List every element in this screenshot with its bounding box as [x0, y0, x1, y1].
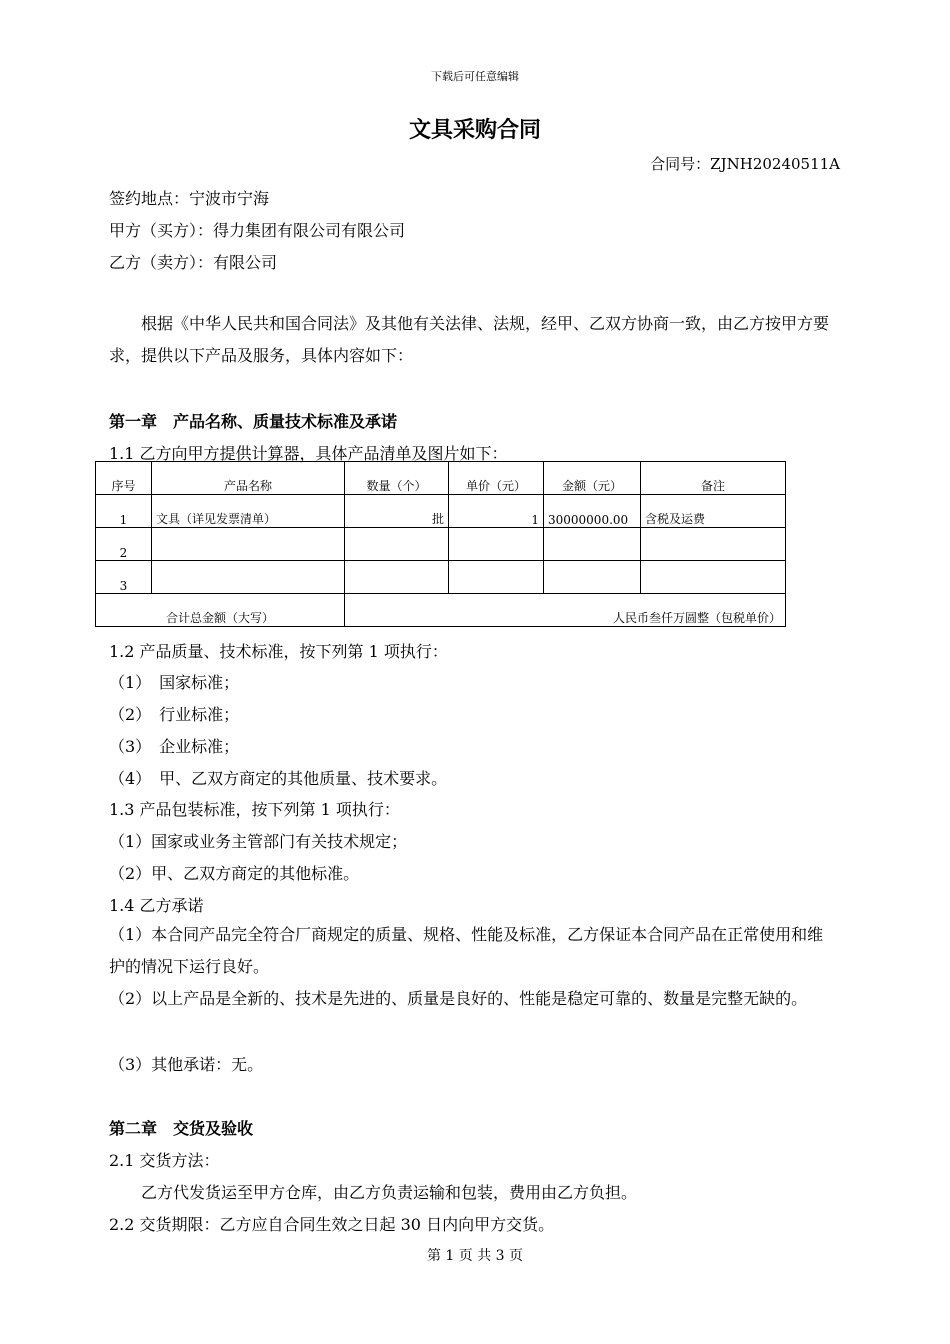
- amount-cell: 30000000.00: [544, 495, 641, 528]
- table-header-row: [96, 462, 786, 495]
- table-total-row: [96, 594, 786, 627]
- list-item: （1）本合同产品完全符合厂商规定的质量、规格、性能及标准，乙方保证本合同产品在正常使用和维护的情况下运行良好。: [109, 925, 824, 976]
- list-item: （4） 甲、乙双方商定的其他质量、技术要求。: [109, 769, 448, 788]
- unit-price-cell: [449, 561, 544, 594]
- quantity-cell: 批: [345, 495, 449, 528]
- product-name-cell: [152, 528, 345, 561]
- list-item: （2）甲、乙双方商定的其他标准。: [109, 864, 360, 883]
- col-header: 金额（元）: [544, 462, 641, 495]
- clause-2-1: 2.1 交货方法：: [109, 1151, 220, 1170]
- product-name-cell: 文具（详见发票清单）: [152, 495, 345, 528]
- clause-2-2: 2.2 交货期限：乙方应自合同生效之日起 30 日内向甲方交货。: [109, 1215, 555, 1234]
- document-title: 文具采购合同: [408, 117, 541, 143]
- amount-cell: [544, 528, 641, 561]
- chapter-2-heading: 第二章 交货及验收: [109, 1119, 254, 1138]
- total-label-cell: 合计总金额（大写）: [96, 594, 345, 627]
- list-item: （3） 企业标准；: [109, 737, 240, 756]
- row-index: 1: [96, 495, 152, 528]
- remark-cell: 含税及运费: [641, 495, 786, 528]
- table-row: [96, 528, 786, 561]
- amount-cell: [544, 561, 641, 594]
- product-table: [95, 461, 786, 627]
- unit-price-cell: 1: [449, 495, 544, 528]
- row-index: 2: [96, 528, 152, 561]
- list-item: （3）其他承诺：无。: [109, 1055, 264, 1074]
- product-name-cell: [152, 561, 345, 594]
- quantity-cell: [345, 561, 449, 594]
- remark-cell: [641, 561, 786, 594]
- signing-place: 签约地点：宁波市宁海: [109, 189, 270, 208]
- table-row: [96, 561, 786, 594]
- list-item: （1） 国家标准；: [109, 673, 240, 692]
- quantity-cell: [345, 528, 449, 561]
- table-row: [96, 495, 786, 528]
- list-item: （1）国家或业务主管部门有关技术规定；: [109, 832, 408, 851]
- preamble-paragraph: 根据《中华人民共和国合同法》及其他有关法律、法规，经甲、乙双方协商一致，由乙方按甲方要求，提供以下产品及服务，具体内容如下：: [109, 314, 830, 365]
- party-b: 乙方（卖方）：有限公司: [109, 253, 278, 272]
- remark-cell: [641, 528, 786, 561]
- clause-1-1: 1.1 乙方向甲方提供计算器，具体产品清单及图片如下：: [109, 444, 508, 463]
- col-header: 单价（元）: [449, 462, 544, 495]
- clause-1-3: 1.3 产品包装标准，按下列第 1 项执行：: [109, 800, 400, 819]
- page-footer: 第 1 页 共 3 页: [426, 1248, 524, 1264]
- list-item: （2） 行业标准；: [109, 705, 240, 724]
- clause-1-4: 1.4 乙方承诺: [109, 896, 204, 915]
- download-note: 下载后可任意编辑: [431, 70, 519, 83]
- chapter-1-heading: 第一章 产品名称、质量技术标准及承诺: [109, 412, 398, 431]
- col-header: 产品名称: [152, 462, 345, 495]
- party-a: 甲方（买方）：得力集团有限公司有限公司: [109, 221, 406, 240]
- clause-1-2: 1.2 产品质量、技术标准，按下列第 1 项执行：: [109, 642, 448, 661]
- col-header: 备注: [641, 462, 786, 495]
- contract-number: 合同号：ZJNH20240511A: [650, 155, 840, 173]
- clause-2-1-body: 乙方代发货运至甲方仓库，由乙方负责运输和包装，费用由乙方负担。: [141, 1183, 638, 1202]
- row-index: 3: [96, 561, 152, 594]
- unit-price-cell: [449, 528, 544, 561]
- col-header: 序号: [96, 462, 152, 495]
- list-item: （2）以上产品是全新的、技术是先进的、质量是良好的、性能是稳定可靠的、数量是完整无缺的。: [109, 989, 808, 1008]
- total-value-cell: 人民币叁仟万圆整（包税单价）: [345, 594, 786, 627]
- col-header: 数量（个）: [345, 462, 449, 495]
